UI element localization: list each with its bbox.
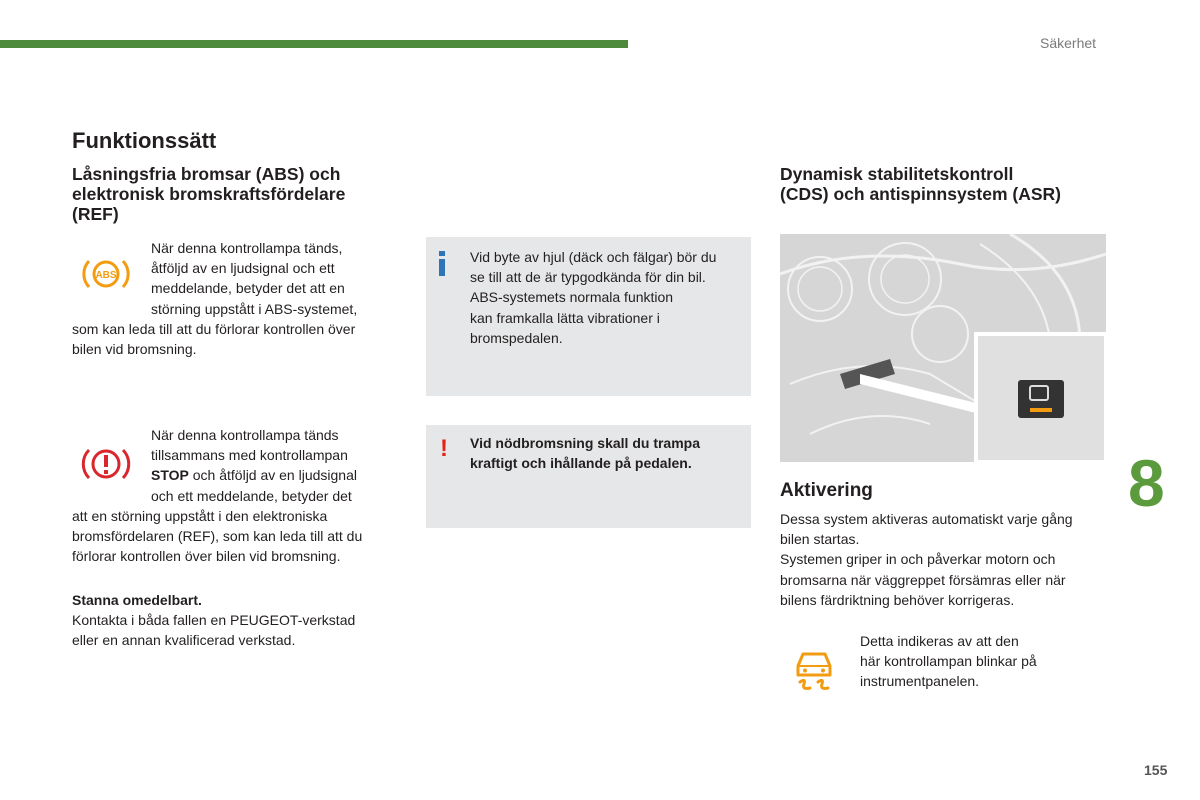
svg-text:ABS: ABS [95, 270, 117, 281]
abs-description-bottom: som kan leda till att du förlorar kontrollen över bilen vid bromsning. [72, 321, 356, 358]
brake-warning-lamp-icon [80, 443, 132, 485]
info-text: Vid byte av hjul (däck och fälgar) bör du se till att de är typgodkända för din bil. ABS-systemets normala funktion kan framkalla lätta vibrationer i bromspedalen. [470, 249, 717, 346]
page-number: 155 [1144, 762, 1168, 778]
ref-description-bottom: att en störning uppstått i den elektroniska bromsfördelaren (REF), som kan leda till att du förlorar kontrollen över bilen vid bromsning. [72, 508, 363, 565]
contact-text: Kontakta i båda fallen en PEUGEOT-verkstad eller en annan kvalificerad verkstad. [72, 612, 356, 649]
abs-heading: Låsningsfria bromsar (ABS) och elektronisk bromskraftsfördelare (REF) [72, 164, 346, 224]
page-title: Funktionssätt [72, 128, 217, 153]
exclamation-icon: ! [440, 435, 448, 462]
chapter-number: 8 [1128, 446, 1165, 520]
abs-description-top: När denna kontrollampa tänds, åtföljd av en ljudsignal och ett meddelande, betyder det att en störning uppstått i ABS-systemet, [151, 240, 358, 317]
indicator-text: Detta indikeras av att den här kontrollampan blinkar på instrumentpanelen. [860, 633, 1037, 690]
stop-word: STOP [151, 467, 189, 484]
dashboard-button-illustration [780, 234, 1106, 462]
cds-asr-heading: Dynamisk stabilitetskontroll (CDS) och antispinnsystem (ASR) [780, 164, 1061, 204]
warning-text: Vid nödbromsning skall du trampa kraftigt och ihållande på pedalen. [470, 435, 700, 472]
info-box [426, 237, 751, 396]
stop-now-text: Stanna omedelbart. [72, 592, 202, 608]
activation-title: Aktivering [780, 480, 873, 501]
abs-warning-lamp-icon [80, 254, 132, 294]
warning-box [426, 425, 751, 528]
header-accent-bar [0, 40, 628, 48]
section-label: Säkerhet [1040, 35, 1097, 51]
activation-text: Dessa system aktiveras automatiskt varje gång bilen startas. Systemen griper in och påverkar motorn och bromsarna när väggreppet försämras eller när bilens färdriktning behöver korrigeras. [780, 511, 1073, 608]
ref-description-top: När denna kontrollampa tänds tillsammans med kontrollampan STOP och åtföljd av en ljudsignal och ett meddelande, betyder det [151, 427, 357, 504]
skid-car-warning-icon [790, 646, 838, 694]
